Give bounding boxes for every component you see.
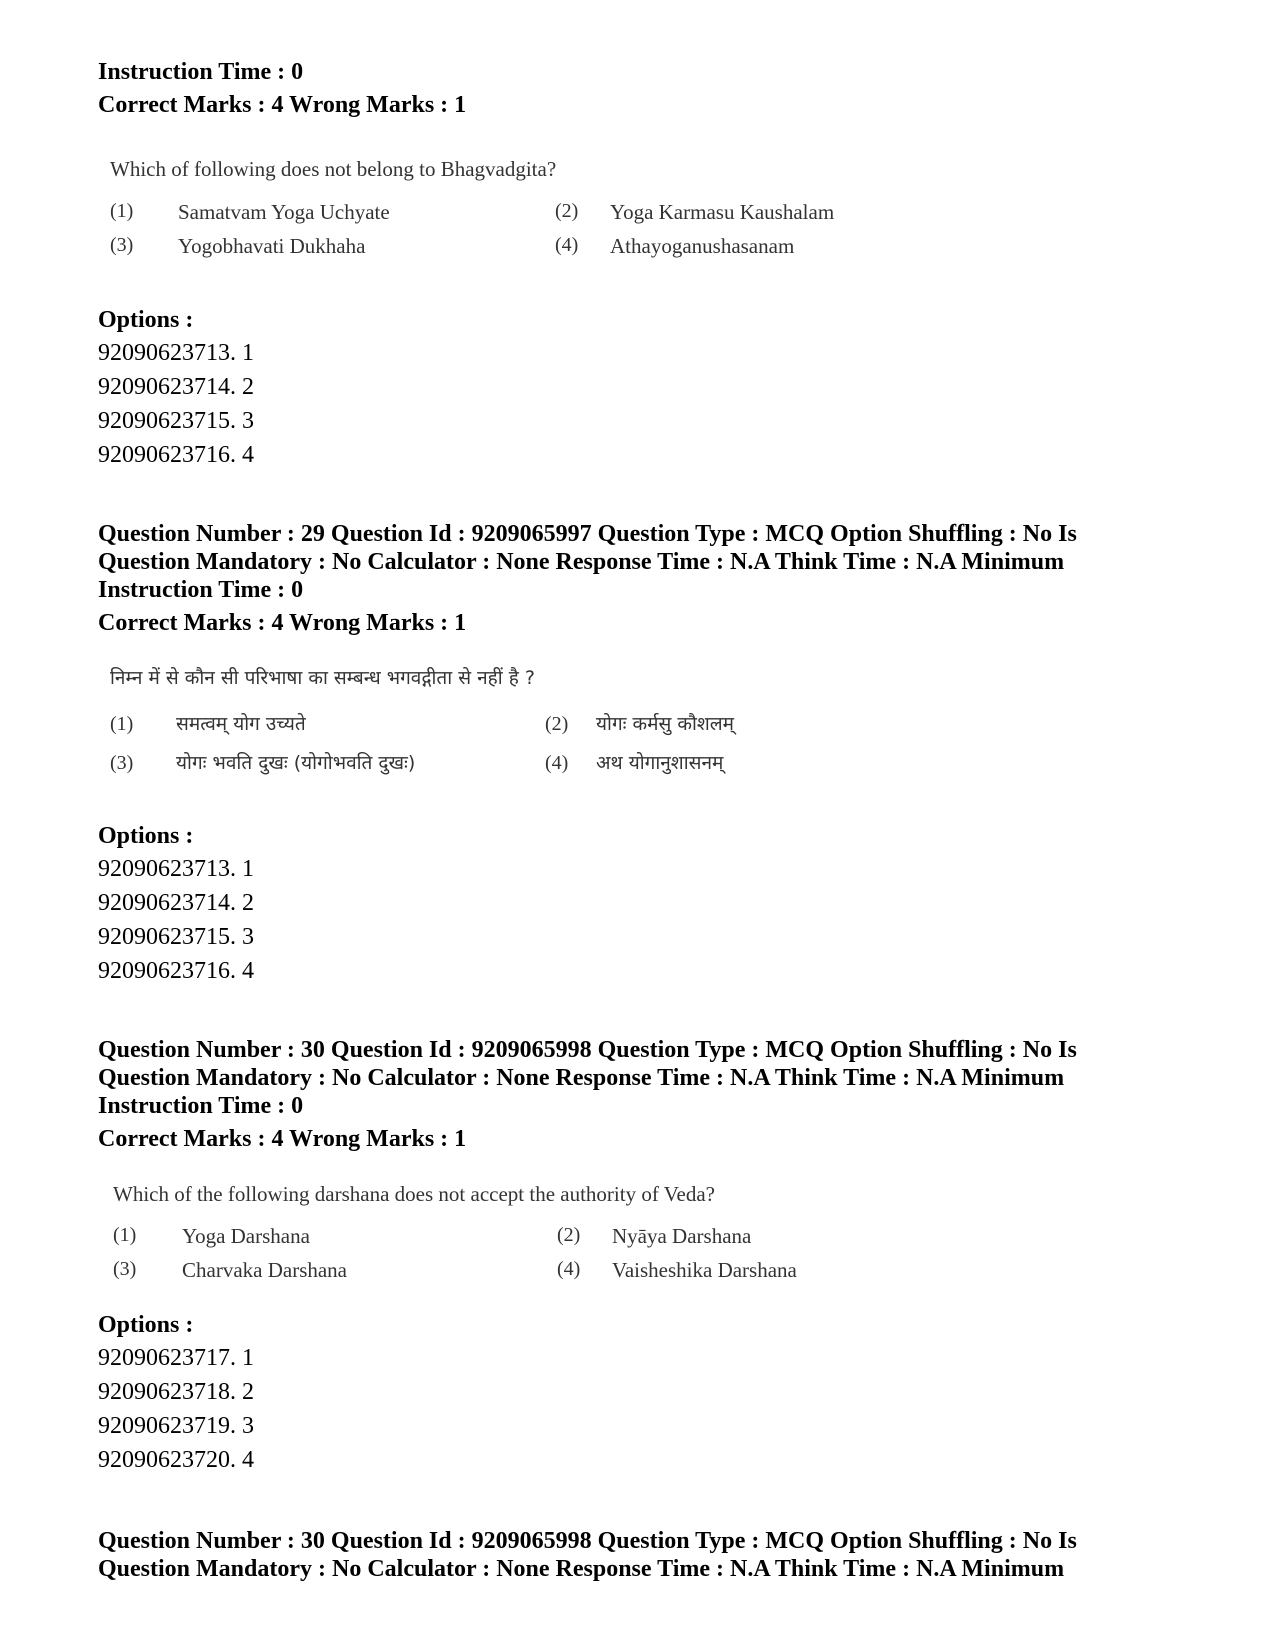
choice-number: (3): [113, 1258, 137, 1280]
choice-text: Samatvam Yoga Uchyate: [178, 200, 390, 224]
question-header: Question Mandatory : No Calculator : None Response Time : N.A Think Time : N.A Minimum: [98, 1556, 1065, 1582]
choice-number: (3): [110, 234, 134, 256]
question-header: Question Mandatory : No Calculator : None Response Time : N.A Think Time : N.A Minimum: [98, 1065, 1065, 1091]
choice-text: Charvaka Darshana: [182, 1258, 348, 1282]
marks-line: Correct Marks : 4 Wrong Marks : 1: [98, 1126, 467, 1152]
choice-text: Yogobhavati Dukhaha: [178, 234, 366, 258]
option-line: 92090623713. 1: [98, 856, 254, 882]
option-line: 92090623715. 3: [98, 408, 254, 434]
choice-text: Athayoganushasanam: [610, 234, 795, 258]
instruction-time: Instruction Time : 0: [98, 577, 304, 603]
option-line: 92090623713. 1: [98, 340, 254, 366]
option-line: 92090623717. 1: [98, 1345, 254, 1371]
marks-line: Correct Marks : 4 Wrong Marks : 1: [98, 92, 467, 118]
question-header: Question Number : 29 Question Id : 9209065997 Question Type : MCQ Option Shuffling : No Is: [98, 521, 1077, 547]
options-label: Options :: [98, 307, 194, 333]
choice-text: Yoga Darshana: [182, 1224, 310, 1248]
choice-text: योगः कर्मसु कौशलम्: [596, 713, 735, 735]
question-text: निम्न में से कौन सी परिभाषा का सम्बन्ध भगवद्गीता से नहीं है ?: [110, 667, 535, 689]
choice-text: Vaisheshika Darshana: [612, 1258, 797, 1282]
choice-number: (3): [110, 752, 134, 774]
option-line: 92090623716. 4: [98, 958, 254, 984]
options-label: Options :: [98, 1312, 194, 1338]
choice-text: अथ योगानुशासनम्: [596, 752, 724, 774]
options-label: Options :: [98, 823, 194, 849]
option-line: 92090623718. 2: [98, 1379, 254, 1405]
choice-number: (4): [555, 234, 579, 256]
marks-line: Correct Marks : 4 Wrong Marks : 1: [98, 610, 467, 636]
option-line: 92090623720. 4: [98, 1447, 254, 1473]
choice-number: (2): [545, 713, 569, 735]
option-line: 92090623714. 2: [98, 374, 254, 400]
option-line: 92090623719. 3: [98, 1413, 254, 1439]
option-line: 92090623714. 2: [98, 890, 254, 916]
question-header: Question Number : 30 Question Id : 9209065998 Question Type : MCQ Option Shuffling : No Is: [98, 1037, 1077, 1063]
choice-text: Nyāya Darshana: [612, 1224, 752, 1248]
choice-number: (1): [110, 713, 134, 735]
question-text: Which of the following darshana does not accept the authority of Veda?: [113, 1182, 715, 1206]
instruction-time: Instruction Time : 0: [98, 1093, 304, 1119]
question-header: Question Mandatory : No Calculator : None Response Time : N.A Think Time : N.A Minimum: [98, 549, 1065, 575]
choice-text: Yoga Karmasu Kaushalam: [610, 200, 835, 224]
choice-number: (1): [113, 1224, 137, 1246]
question-header: Question Number : 30 Question Id : 9209065998 Question Type : MCQ Option Shuffling : No Is: [98, 1528, 1077, 1554]
option-line: 92090623716. 4: [98, 442, 254, 468]
choice-number: (2): [555, 200, 579, 222]
option-line: 92090623715. 3: [98, 924, 254, 950]
choice-number: (4): [557, 1258, 581, 1280]
question-text: Which of following does not belong to Bhagvadgita?: [110, 157, 557, 181]
choice-number: (2): [557, 1224, 581, 1246]
choice-text: योगः भवति दुखः (योगोभवति दुखः): [176, 752, 416, 774]
instruction-time: Instruction Time : 0: [98, 59, 304, 85]
choice-number: (4): [545, 752, 569, 774]
choice-text: समत्वम् योग उच्यते: [176, 713, 306, 735]
choice-number: (1): [110, 200, 134, 222]
